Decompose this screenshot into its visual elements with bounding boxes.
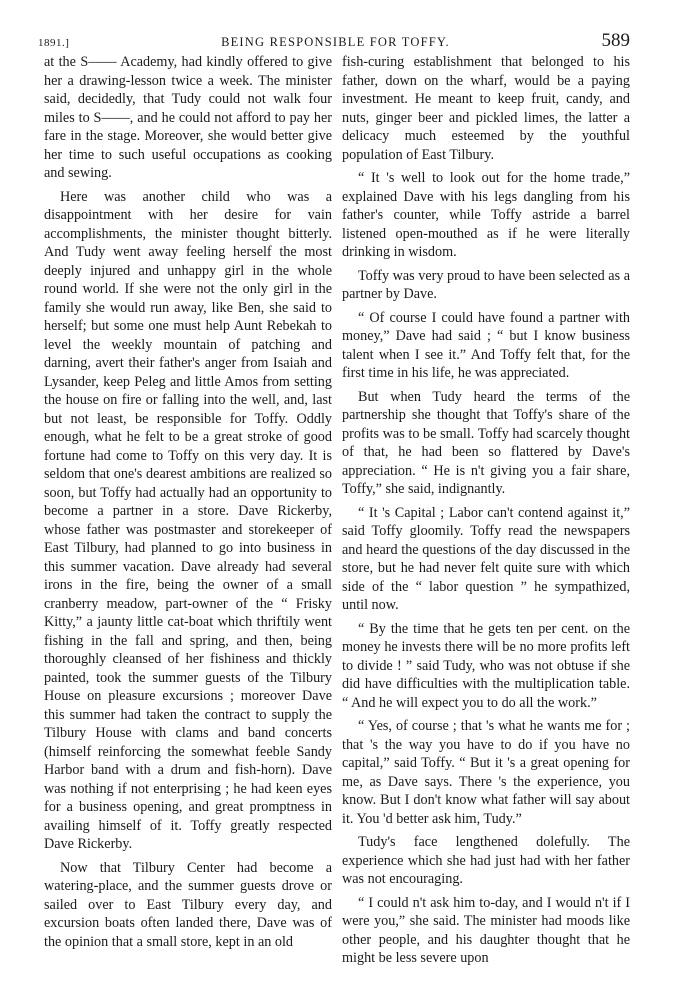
- right-column: [342, 53, 630, 968]
- paragraph: fish-curing establishment that belonged to his father, down on the wharf, would be a paying investment. He meant to keep fruit, candy, and nuts, ginger beer and pickled limes, the latter a delicacy much esteemed by the youthful population of East Tilbury.: [342, 54, 630, 163]
- paragraph: “ Yes, of course ; that 's what he wants me for ; that 's the way you have to do if you have no capital,” said Toffy. “ But it 's a great opening for me, as Dave says. There 's the experience, you know. But I don't know what father will say about it. You 'd better ask him, Tudy.”: [342, 718, 630, 827]
- paragraph: Toffy was very proud to have been selected as a partner by Dave.: [342, 267, 630, 302]
- paragraph: “ By the time that he gets ten per cent. on the money he invests there will be no more profits left to divide ! ” said Tudy, who was not obtuse if she did have difficulties with the multiplication table. “ And he will expect you to do all the work.”: [342, 620, 630, 711]
- paragraph: “ It 's well to look out for the home trade,” explained Dave with his legs dangling from his father's counter, while Toffy astride a barrel listened open-mouthed as if he were literally drinking in wisdom.: [342, 170, 630, 260]
- header-title: BEING RESPONSIBLE FOR TOFFY.: [221, 35, 450, 49]
- paragraph: But when Tudy heard the terms of the partnership she thought that Toffy's share of the profits was to be small. Toffy had scarcely thought of that, he had been so flattered by Dave's appreciation. “ He is n't giving you a fair share, Toffy,” she said, indignantly.: [342, 388, 630, 497]
- paragraph: “ It 's Capital ; Labor can't contend against it,” said Toffy gloomily. Toffy read the newspapers and heard the questions of the day discussed in the store, but he had never felt quite sure with which side of the “ labor question ” he sympathized, until now.: [342, 504, 630, 613]
- paragraph: Tudy's face lengthened dolefully. The experience which she had just had with her father was not encouraging.: [342, 834, 630, 887]
- paragraph: at the S—— Academy, had kindly offered to give her a drawing-lesson twice a week. The minister said, decidedly, that Tudy could not walk four miles to S——, and he could not afford to pay her fare in the stage. Moreover, she would better give her time to such useful occupations as cooking and sewing.: [44, 54, 332, 181]
- paragraph: “ Of course I could have found a partner with money,” Dave had said ; “ but I know business talent when I see it.” And Toffy felt that, for the first time in his life, he was appreciated.: [342, 309, 630, 381]
- paragraph: “ I could n't ask him to-day, and I would n't if I were you,” she said. The minister had moods like other people, and his daughter thought that he might be less severe upon: [342, 894, 630, 966]
- left-column: [44, 53, 332, 951]
- paragraph: Here was another child who was a disappointment with her desire for vain accomplishments, the minister thought bitterly. And Tudy went away feeling herself the most deeply injured and unhappy girl in the whole round world. If she were not the only girl in the family she would run away, like Ben, she said to herself; but some one must help Aunt Rebekah to level the weekly mountain of patching and darning, avert their father's anger from Isaiah and Lysander, keep Peleg and little Amos from setting the house on fire or falling into the well, and, last but not least, be responsible for Toffy. Oddly enough, what he felt to be a great stroke of good fortune had come to Toffy on this very day. It is seldom that one's dearest ambitions are realized so soon, but Toffy had actually had an opportunity to become a partner in a store. Dave Rickerby, whose father was postmaster and storekeeper of East Tilbury, had planned to go into business in this summer vacation. Dave already had several irons in the fire, being the owner of a small cranberry meadow, part-owner of the “ Frisky Kitty,” a jaunty little cat-boat which thriftily went fishing in the fall and spring, and then, being thoroughly cleansed of her fishiness and thickly painted, took the summer guests of the Tilbury House on pleasure excursions ; moreover Dave this summer had taken the contract to supply the Tilbury House with clams and band concerts (himself reinforcing the somewhat feeble Sandy Harbor band with a drum and fish-horn). Dave was nothing if not enterprising ; he had keen eyes for a business opening, and great promptness in availing himself of it. Toffy greatly respected Dave Rickerby.: [44, 188, 332, 852]
- running-header: [38, 30, 630, 50]
- page-number: 589: [601, 30, 630, 51]
- paragraph: Now that Tilbury Center had become a watering-place, and the summer guests drove or sailed over to East Tilbury every day, and excursion boats often landed there, Dave was of the opinion that a small store, kept in an old: [44, 859, 332, 950]
- header-year: 1891.]: [38, 37, 70, 49]
